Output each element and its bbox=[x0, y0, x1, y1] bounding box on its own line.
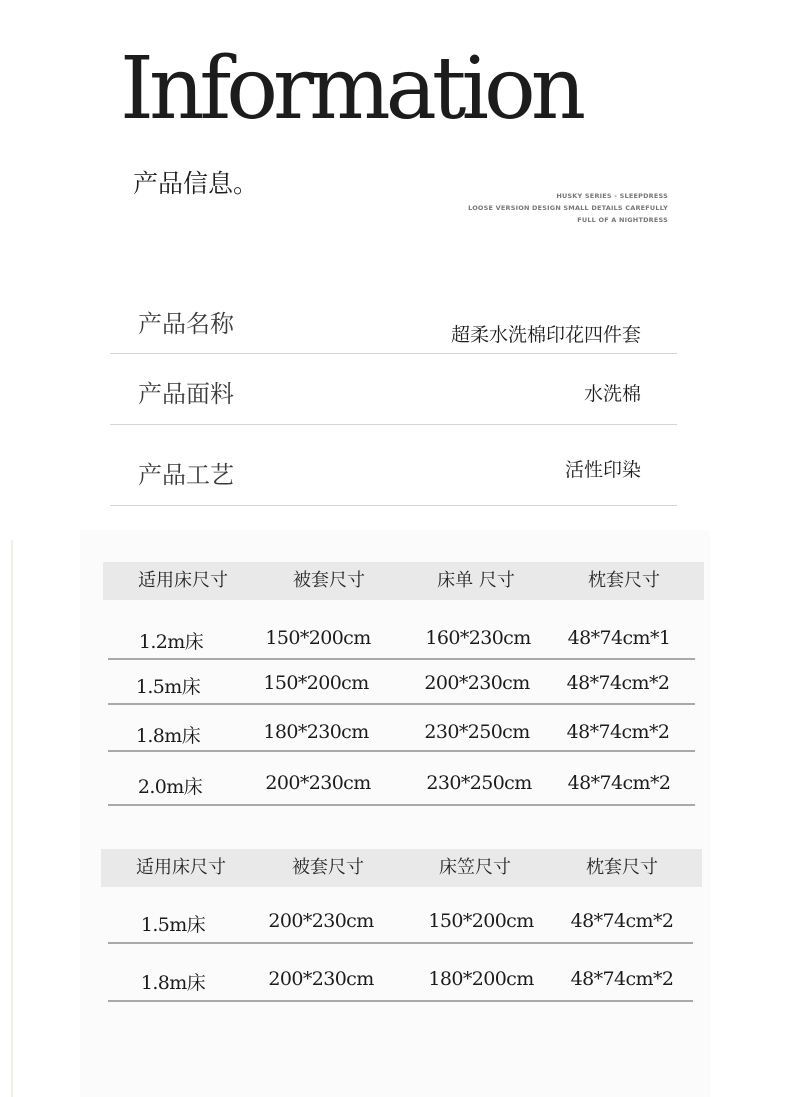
table-row bbox=[108, 707, 695, 752]
table-cell: 48*74cm*2 bbox=[567, 772, 671, 794]
info-label: 产品面料 bbox=[138, 380, 234, 408]
info-label: 产品名称 bbox=[138, 310, 234, 338]
table-cell: 160*230cm bbox=[425, 627, 531, 649]
decorative-left-line bbox=[11, 540, 13, 1097]
table-cell: 48*74cm*2 bbox=[566, 721, 670, 743]
table-cell: 1.5m床 bbox=[135, 676, 201, 698]
size-panel-background bbox=[80, 530, 710, 1097]
page-title: Information bbox=[120, 39, 582, 139]
table-cell: 48*74cm*1 bbox=[567, 627, 671, 649]
table-cell: 1.2m床 bbox=[138, 631, 204, 653]
table1-header bbox=[103, 562, 704, 600]
table-cell: 150*200cm bbox=[428, 910, 534, 932]
table-cell: 200*230cm bbox=[268, 910, 374, 932]
table-cell: 230*250cm bbox=[426, 772, 532, 794]
table-cell: 200*230cm bbox=[268, 968, 374, 990]
tagline bbox=[468, 190, 668, 226]
tagline-line: LOOSE VERSION DESIGN SMALL DETAILS CAREFULLY bbox=[468, 204, 668, 212]
info-value: 水洗棉 bbox=[583, 383, 641, 405]
table-cell: 48*74cm*2 bbox=[570, 910, 674, 932]
table2-header-cell: 床笠尺寸 bbox=[439, 857, 511, 878]
table-row bbox=[108, 904, 693, 944]
table-row bbox=[108, 662, 695, 705]
info-value: 超柔水洗棉印花四件套 bbox=[450, 324, 641, 346]
tagline-line: FULL OF A NIGHTDRESS bbox=[577, 216, 668, 224]
table-cell: 150*200cm bbox=[263, 672, 369, 694]
table2-header-cell: 适用床尺寸 bbox=[136, 857, 226, 878]
info-value: 活性印染 bbox=[564, 459, 641, 481]
tagline-line: HUSKY SERIES - SLEEPDRESS bbox=[556, 192, 668, 200]
table-cell: 1.8m床 bbox=[135, 725, 201, 747]
table1-header-cell: 枕套尺寸 bbox=[588, 570, 660, 591]
table-row bbox=[108, 946, 693, 1002]
table1-header-cell: 被套尺寸 bbox=[293, 570, 365, 591]
table2-header-cell: 枕套尺寸 bbox=[586, 857, 658, 878]
info-row-name bbox=[110, 290, 677, 354]
table-row bbox=[108, 622, 695, 660]
info-row-craft bbox=[110, 425, 677, 506]
table-cell: 230*250cm bbox=[424, 721, 530, 743]
table-row bbox=[108, 754, 695, 806]
table-cell: 200*230cm bbox=[265, 772, 371, 794]
table-cell: 1.8m床 bbox=[140, 972, 206, 994]
table2-header-cell: 被套尺寸 bbox=[292, 857, 364, 878]
table2-header bbox=[101, 849, 702, 887]
table1-header-cell: 床单 尺寸 bbox=[437, 570, 515, 591]
table-cell: 200*230cm bbox=[424, 672, 530, 694]
table-cell: 48*74cm*2 bbox=[570, 968, 674, 990]
table-cell: 2.0m床 bbox=[137, 776, 203, 798]
table-cell: 180*230cm bbox=[263, 721, 369, 743]
table-cell: 1.5m床 bbox=[140, 914, 206, 936]
table1-header-cell: 适用床尺寸 bbox=[138, 570, 228, 591]
info-label: 产品工艺 bbox=[138, 461, 234, 489]
table-cell: 180*200cm bbox=[428, 968, 534, 990]
table-cell: 150*200cm bbox=[265, 627, 371, 649]
table-cell: 48*74cm*2 bbox=[566, 672, 670, 694]
info-row-material bbox=[110, 354, 677, 425]
page-subtitle: 产品信息。 bbox=[133, 169, 259, 198]
